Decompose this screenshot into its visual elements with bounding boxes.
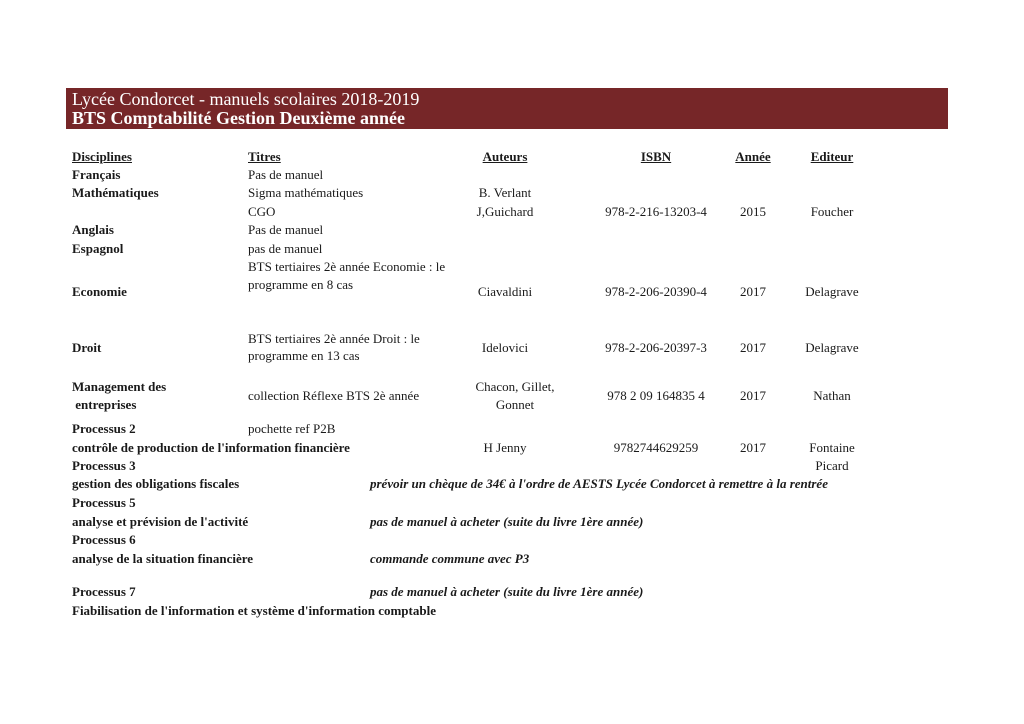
- titre-management: collection Réflexe BTS 2è année: [248, 388, 420, 403]
- col-header-annee: Année: [735, 149, 771, 164]
- isbn-processus-2: 9782744629259: [613, 440, 699, 455]
- discipline-droit: Droit: [72, 340, 102, 355]
- discipline-anglais: Anglais: [72, 222, 114, 237]
- isbn-maths: 978-2-216-13203-4: [605, 204, 707, 219]
- auteur-management-1: Chacon, Gillet,: [475, 379, 555, 394]
- col-header-isbn: ISBN: [640, 149, 672, 164]
- annee-maths: 2015: [740, 204, 766, 219]
- auteur-droit: Idelovici: [481, 340, 529, 355]
- col-header-auteurs: Auteurs: [482, 149, 528, 164]
- processus-2-desc: contrôle de production de l'information financière: [72, 440, 350, 455]
- isbn-economie: 978-2-206-20390-4: [605, 284, 707, 299]
- col-header-editeur: Editeur: [810, 149, 854, 164]
- processus-2-label: Processus 2: [72, 421, 136, 436]
- processus-6-note: commande commune avec P3: [370, 551, 530, 566]
- titre-anglais: Pas de manuel: [248, 222, 324, 237]
- discipline-francais: Français: [72, 167, 121, 182]
- titre-maths-1: Sigma mathématiques: [248, 185, 364, 200]
- header-banner: [66, 88, 948, 129]
- titre-espagnol: pas de manuel: [248, 241, 323, 256]
- editeur-management: Nathan: [813, 388, 851, 403]
- document-title: Lycée Condorcet - manuels scolaires 2018-2019: [72, 89, 420, 109]
- annee-management: 2017: [740, 388, 766, 403]
- editeur-processus-2-2: Picard: [815, 458, 849, 473]
- titre-economie-1: BTS tertiaires 2è année Economie : le: [248, 259, 446, 274]
- titre-droit-1: BTS tertiaires 2è année Droit : le: [248, 331, 420, 346]
- processus-6-desc: analyse de la situation financière: [72, 551, 254, 566]
- titre-francais: Pas de manuel: [248, 167, 324, 182]
- processus-5-note: pas de manuel à acheter (suite du livre 1ère année): [370, 514, 644, 529]
- processus-3-desc: gestion des obligations fiscales: [72, 476, 240, 491]
- titre-maths-2: CGO: [248, 204, 276, 219]
- titre-droit-2: programme en 13 cas: [248, 348, 360, 363]
- annee-droit: 2017: [740, 340, 766, 355]
- editeur-droit: Delagrave: [805, 340, 859, 355]
- col-header-titres: Titres: [248, 149, 281, 164]
- editeur-economie: Delagrave: [805, 284, 859, 299]
- isbn-droit: 978-2-206-20397-3: [605, 340, 707, 355]
- processus-7-desc: Fiabilisation de l'information et système d'information comptable: [72, 603, 436, 618]
- processus-6-label: Processus 6: [72, 532, 136, 547]
- editeur-maths: Foucher: [810, 204, 854, 219]
- discipline-economie: Economie: [72, 284, 127, 299]
- discipline-espagnol: Espagnol: [72, 241, 124, 256]
- discipline-management-2: entreprises: [72, 397, 137, 412]
- processus-7-note: pas de manuel à acheter (suite du livre 1ère année): [370, 584, 644, 599]
- processus-7-label: Processus 7: [72, 584, 136, 599]
- auteur-economie: Ciavaldini: [477, 284, 533, 299]
- editeur-processus-2-1: Fontaine: [809, 440, 855, 455]
- isbn-management: 978 2 09 164835 4: [607, 388, 705, 403]
- processus-5-label: Processus 5: [72, 495, 136, 510]
- processus-5-desc: analyse et prévision de l'activité: [72, 514, 249, 529]
- auteur-maths-2: J,Guichard: [476, 204, 534, 219]
- discipline-maths: Mathématiques: [72, 185, 159, 200]
- processus-3-label: Processus 3: [72, 458, 136, 473]
- col-header-disciplines: Disciplines: [72, 149, 132, 164]
- auteur-management-2: Gonnet: [495, 397, 535, 412]
- document-subtitle: BTS Comptabilité Gestion Deuxième année: [72, 108, 405, 128]
- titre-economie-2: programme en 8 cas: [248, 277, 354, 292]
- processus-3-note: prévoir un chèque de 34€ à l'ordre de AESTS Lycée Condorcet à remettre à la rentrée: [370, 476, 828, 491]
- annee-economie: 2017: [740, 284, 766, 299]
- discipline-management-1: Management des: [72, 379, 167, 394]
- titre-processus-2: pochette ref P2B: [248, 421, 336, 436]
- auteur-maths-1: B. Verlant: [478, 185, 532, 200]
- auteur-processus-2: H Jenny: [483, 440, 527, 455]
- annee-processus-2: 2017: [740, 440, 766, 455]
